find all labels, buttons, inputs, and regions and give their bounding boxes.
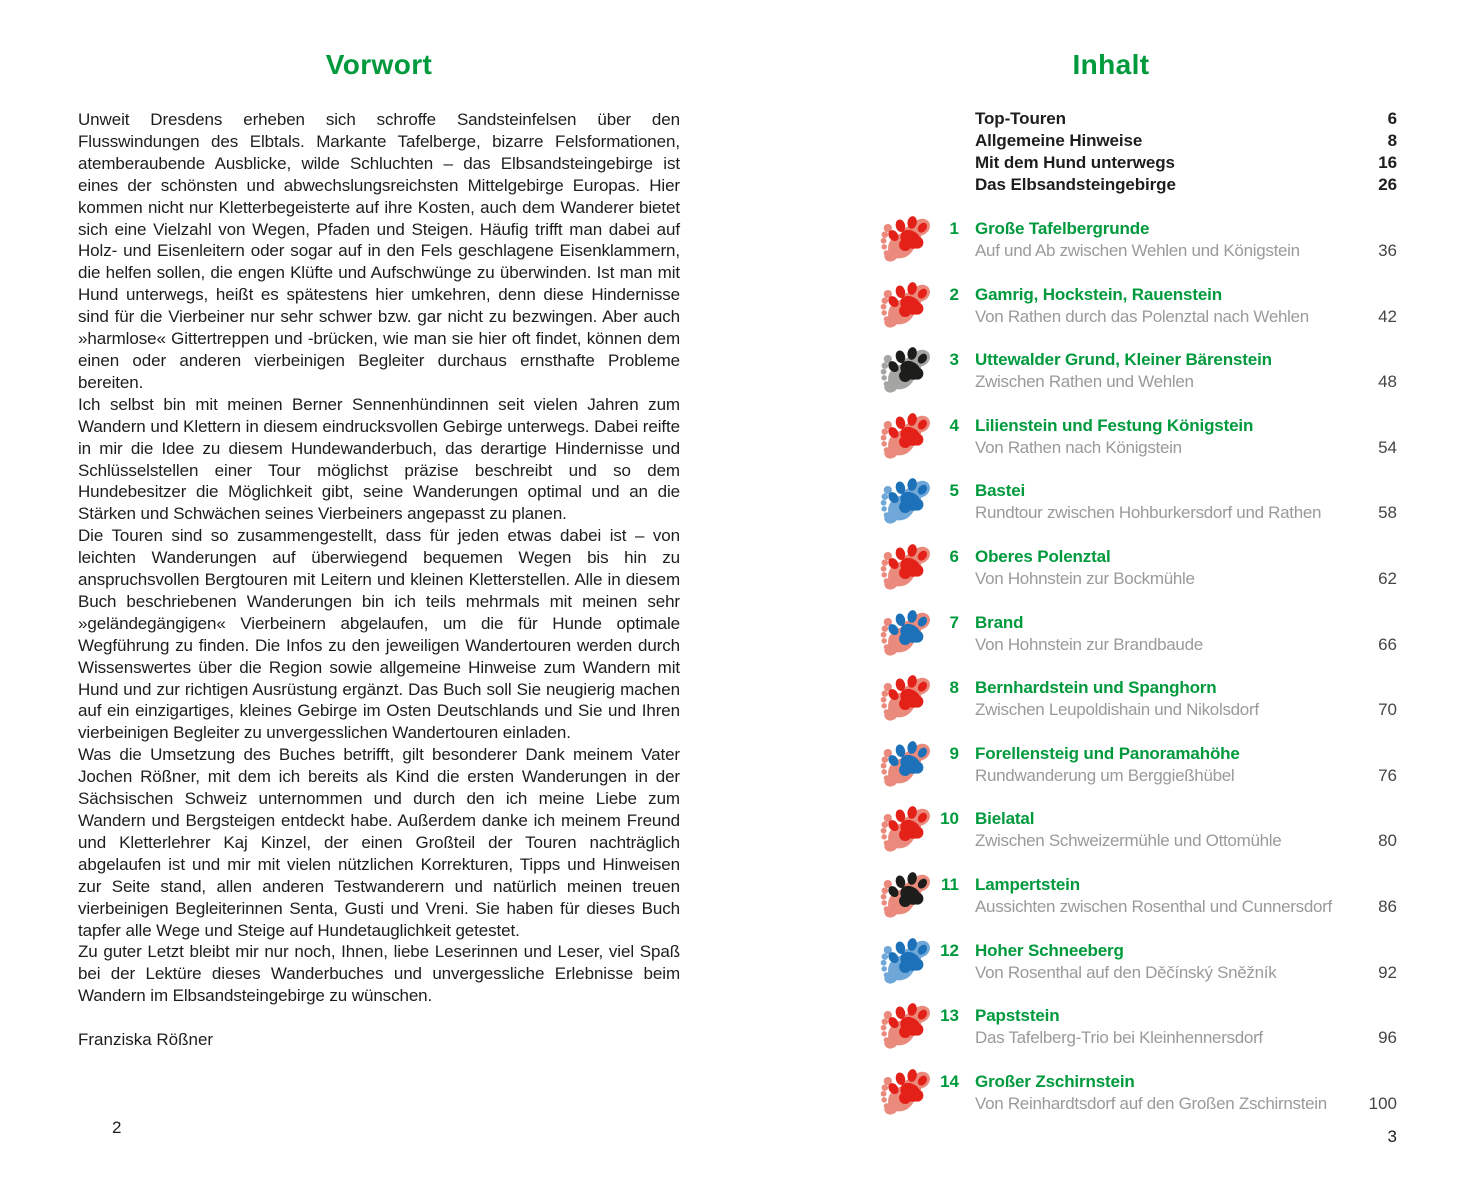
front-matter-page-number: 26: [1378, 175, 1397, 194]
front-matter-entry: [975, 130, 1397, 152]
tour-page-number: 86: [1378, 896, 1397, 916]
tour-subtitle: Von Hohnstein zur Brandbaude: [975, 634, 1203, 654]
paw-icon: [876, 1002, 938, 1060]
tour-title: Großer Zschirnstein: [975, 1071, 1135, 1091]
paw-icon: [876, 805, 938, 863]
tour-number: 10: [940, 809, 959, 829]
front-matter-page-number: 6: [1387, 109, 1397, 128]
foreword-paragraph: Ich selbst bin mit meinen Berner Sennenhündinnen seit vielen Jahren zum Wandern und Klettern in diesem eindrucksvollen Gebirge unterwegs. Dabei reifte in mir die Idee zu diesem Hundewanderbuch, das derartige Hindernisse und Schlüsselstellen einer Tour möglichst präzise beschreibt und so dem Hundebesitzer die Möglichkeit gibt, seine Wanderungen optimal und an die Stärken und Schwächen seines Vierbeiners angepasst zu planen.: [78, 394, 680, 524]
tour-subtitle: Auf und Ab zwischen Wehlen und Königstein: [975, 241, 1300, 260]
tour-entry: [876, 546, 1397, 590]
tour-entry: [876, 874, 1397, 918]
paw-icon: [876, 871, 938, 929]
tour-number: 1: [949, 219, 959, 238]
tour-number: 6: [949, 546, 959, 566]
tour-entry: [876, 349, 1397, 393]
tour-entry: [876, 1071, 1397, 1115]
tour-title: Papststein: [975, 1006, 1060, 1026]
paw-icon: [876, 609, 938, 667]
tour-entry: [876, 677, 1397, 721]
paw-icon: [876, 674, 938, 732]
tour-number: 2: [949, 284, 959, 304]
tour-number: 4: [949, 415, 959, 435]
paw-icon: [876, 740, 938, 798]
front-matter-label: Top-Touren: [975, 109, 1066, 128]
tour-number: 7: [949, 612, 959, 632]
tour-entry: [876, 940, 1397, 984]
tour-page-number: 80: [1378, 831, 1397, 851]
right-page-number: 3: [1387, 1127, 1397, 1146]
tour-page-number: 62: [1378, 568, 1397, 588]
tour-subtitle: Von Rosenthal auf den Děčínský Sněžník: [975, 962, 1277, 982]
paw-icon: [876, 477, 938, 535]
tour-subtitle: Von Reinhardtsdorf auf den Großen Zschirnstein: [975, 1093, 1327, 1113]
tour-entry: [876, 415, 1397, 459]
tour-number: 11: [941, 874, 959, 894]
foreword-paragraph: Unweit Dresdens erheben sich schroffe Sandsteinfelsen über den Flusswindungen des Elbtals. Markante Tafelberge, bizarre Felsformationen, atemberaubende Ausblicke, wilde Schluchten – das Elbsandsteingebirge ist eines der schönsten und abwechslungsreichsten Mittelgebirge Europas. Hier kommen nicht nur Kletterbegeisterte auf ihre Kosten, auch dem Wanderer bietet sich eine Vielzahl von Wegen, Pfaden und Steigen. Häufig trifft man dabei auf Holz- und Eisenleitern oder sogar auf in den Fels geschlagene Eisenklammern, die helfen sollen, die engen Klüfte und Aufschwünge zu überwinden. Ist man mit Hund unterwegs, heißt es spätestens hier umkehren, denn diese Hindernisse sind für die Vierbeiner nur sehr schwer bzw. gar nicht zu bezwingen. Aber auch »harmlose« Gittertreppen und -brücken, wie man sie hier oft findet, können dem einen oder anderen vierbeinigen Begleiter durchaus ernsthafte Probleme bereiten.: [78, 110, 680, 392]
tour-subtitle: Von Rathen durch das Polenztal nach Wehlen: [975, 306, 1309, 326]
left-page: [78, 48, 680, 1051]
tour-list: [876, 218, 1397, 1115]
tour-entry: [876, 1005, 1397, 1049]
tour-number: 9: [949, 743, 959, 763]
tour-number: 13: [940, 1006, 959, 1026]
tour-number: 12: [940, 940, 959, 960]
paw-icon: [876, 1068, 938, 1126]
tour-number: 14: [940, 1071, 959, 1091]
front-matter-label: Mit dem Hund unterwegs: [975, 153, 1175, 172]
foreword-paragraph: Was die Umsetzung des Buches betrifft, gilt besonderer Dank meinem Vater Jochen Rößner, mit dem ich bereits als Kind die ersten Wanderungen in der Sächsischen Schweiz unternommen und durch den ich meine Liebe zum Wandern und Bergsteigen entdeckt habe. Außerdem danke ich meinem Freund und Kletterlehrer Kaj Kinzel, der einen Großteil der Touren nachträglich abgelaufen ist und mir mit vielen nützlichen Korrekturen, Tipps und Hinweisen zur Seite stand, allen anderen Testwanderern und natürlich meinen treuen vierbeinigen Begleiterinnen Senta, Gusti und Vreni. Sie haben für dieses Buch tapfer alle Wege und Steige auf Hundetauglichkeit getestet.: [78, 745, 680, 940]
front-matter-page-number: 8: [1387, 131, 1397, 150]
tour-title: Lampertstein: [975, 874, 1080, 894]
tour-entry: [876, 808, 1397, 852]
tour-title: Gamrig, Hockstein, Rauenstein: [975, 284, 1222, 304]
tour-entry: [876, 612, 1397, 656]
foreword-paragraph: Zu guter Letzt bleibt mir nur noch, Ihnen, liebe Leserinnen und Leser, viel Spaß bei der Lektüre dieses Wanderbuches und unvergessliche Erlebnisse beim Wandern im Elbsandsteingebirge zu wünschen.: [78, 942, 680, 1006]
tour-number: 8: [949, 678, 959, 698]
tour-title: Forellensteig und Panoramahöhe: [975, 743, 1240, 763]
tour-number: 5: [949, 481, 959, 501]
paw-icon: [876, 281, 938, 339]
paw-icon: [876, 543, 938, 601]
tour-title: Hoher Schneeberg: [975, 940, 1124, 960]
front-matter-entry: [975, 174, 1397, 196]
tour-subtitle: Zwischen Rathen und Wehlen: [975, 372, 1194, 392]
tour-subtitle: Zwischen Schweizermühle und Ottomühle: [975, 831, 1282, 851]
tour-page-number: 48: [1378, 372, 1397, 392]
tour-number: 3: [949, 350, 959, 370]
right-page: [876, 48, 1397, 1136]
foreword-body: [78, 109, 680, 1007]
foreword-title: Vorwort: [325, 49, 433, 80]
tour-page-number: 92: [1378, 962, 1397, 982]
tour-page-number: 36: [1378, 241, 1397, 260]
front-matter-label: Allgemeine Hinweise: [975, 131, 1143, 150]
tour-title: Lilienstein und Festung Königstein: [975, 415, 1254, 435]
tour-subtitle: Das Tafelberg-Trio bei Kleinhennersdorf: [975, 1028, 1263, 1048]
tour-subtitle: Von Hohnstein zur Bockmühle: [975, 568, 1195, 588]
tour-subtitle: Aussichten zwischen Rosenthal und Cunnersdorf: [975, 896, 1332, 916]
tour-title: Brand: [975, 612, 1024, 632]
tour-page-number: 58: [1378, 503, 1397, 523]
contents-title: Inhalt: [1072, 49, 1150, 80]
tour-page-number: 54: [1378, 437, 1397, 457]
tour-entry: [876, 743, 1397, 787]
front-matter-list: [975, 108, 1397, 196]
tour-page-number: 70: [1378, 700, 1397, 720]
tour-subtitle: Von Rathen nach Königstein: [975, 437, 1182, 457]
front-matter-label: Das Elbsandsteingebirge: [975, 175, 1176, 194]
foreword-paragraph: Die Touren sind so zusammengestellt, dass für jeden etwas dabei ist – von leichten Wanderungen auf überwiegend bequemen Wegen bis hin zu anspruchsvollen Bergtouren mit Leitern und kleinen Kletterstellen. Alle in diesem Buch beschriebenen Wanderungen bin ich teils mehrmals mit meinen sehr »geländegängigen« Vierbeinern abgelaufen, um die für Hunde optimale Wegführung zu finden. Die Infos zu den jeweiligen Wandertouren werden durch Wissenswertes über die Region sowie allgemeine Hinweise zum Wandern mit Hund und zur richtigen Ausrüstung ergänzt. Das Buch soll Sie neugierig machen auf ein einzigartiges, kleines Gebirge im Osten Deutschlands und Sie und Ihren vierbeinigen Begleiter zu unvergesslichen Wandertouren einladen.: [78, 526, 680, 743]
tour-entry: [876, 480, 1397, 524]
paw-icon: [876, 937, 938, 995]
tour-page-number: 96: [1378, 1028, 1397, 1048]
tour-page-number: 42: [1378, 306, 1397, 326]
left-page-number: 2: [112, 1118, 122, 1137]
author-signature: Franziska Rößner: [78, 1030, 214, 1050]
front-matter-entry: [975, 152, 1397, 174]
tour-subtitle: Rundtour zwischen Hohburkersdorf und Rathen: [975, 503, 1322, 523]
tour-title: Große Tafelbergrunde: [975, 219, 1150, 238]
tour-subtitle: Rundwanderung um Berggießhübel: [975, 765, 1235, 785]
paw-icon: [876, 215, 938, 273]
tour-entry: [876, 284, 1397, 328]
tour-page-number: 76: [1378, 765, 1397, 785]
paw-icon: [876, 412, 938, 470]
tour-subtitle: Zwischen Leupoldishain und Nikolsdorf: [975, 700, 1259, 720]
front-matter-page-number: 16: [1378, 153, 1397, 172]
front-matter-entry: [975, 108, 1397, 130]
tour-page-number: 100: [1368, 1093, 1397, 1113]
tour-title: Oberes Polenztal: [975, 546, 1111, 566]
paw-icon: [876, 346, 938, 404]
tour-title: Bielatal: [975, 809, 1035, 829]
tour-title: Bernhardstein und Spanghorn: [975, 678, 1217, 698]
tour-title: Bastei: [975, 481, 1026, 501]
tour-title: Uttewalder Grund, Kleiner Bärenstein: [975, 350, 1272, 370]
tour-entry: [876, 218, 1397, 262]
tour-page-number: 66: [1378, 634, 1397, 654]
